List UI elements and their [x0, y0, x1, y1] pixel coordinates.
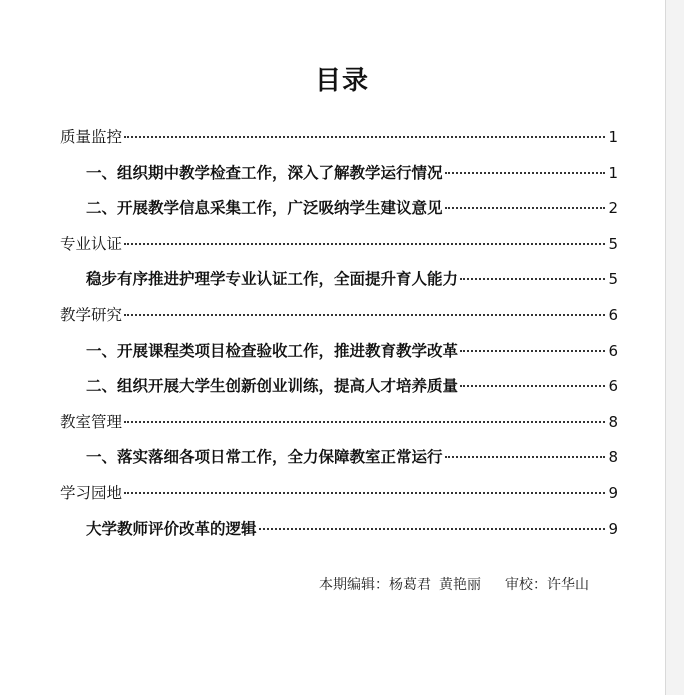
toc-entry-teaching-research[interactable]	[60, 298, 618, 334]
toc-entry-innovation-training[interactable]	[60, 369, 618, 405]
toc-entry-label: 二、组织开展大学生创新创业训练，提高人才培养质量	[86, 377, 459, 396]
toc-entry-course-projects[interactable]	[60, 334, 618, 370]
toc-entry-midterm-inspection[interactable]	[60, 156, 618, 192]
toc-entry-daily-operations[interactable]	[60, 440, 618, 476]
toc-dot-leader	[124, 480, 605, 494]
toc-page-number: 8	[608, 448, 618, 467]
toc-entry-quality-monitoring[interactable]	[60, 120, 618, 156]
table-of-contents	[60, 120, 618, 547]
toc-page-number: 5	[608, 234, 618, 253]
page-title: 目录	[314, 66, 369, 96]
toc-entry-nursing-accreditation[interactable]	[60, 262, 618, 298]
toc-entry-label: 质量监控	[60, 128, 123, 146]
toc-page-number: 5	[608, 270, 618, 289]
toc-page-number: 8	[608, 412, 618, 431]
toc-dot-leader	[124, 409, 605, 423]
toc-dot-leader	[460, 266, 605, 280]
toc-page-number: 9	[608, 519, 618, 538]
toc-entry-classroom-management[interactable]	[60, 405, 618, 441]
reviewer-name: 许华山	[547, 577, 589, 593]
toc-entry-label: 专业认证	[60, 234, 123, 253]
toc-entry-label: 一、组织期中教学检查工作，深入了解教学运行情况	[86, 163, 443, 182]
toc-page-number: 1	[608, 163, 618, 182]
toc-page-number: 6	[608, 305, 618, 324]
editorial-credits	[319, 574, 589, 594]
toc-entry-label: 教学研究	[60, 305, 123, 324]
editor-name: 杨葛君	[389, 577, 431, 593]
toc-page-number: 6	[608, 377, 618, 396]
toc-entry-label: 大学教师评价改革的逻辑	[86, 519, 257, 538]
toc-entry-label: 稳步有序推进护理学专业认证工作，全面提升育人能力	[86, 270, 459, 289]
page-edge-shadow	[665, 0, 684, 695]
toc-entry-label: 教室管理	[60, 412, 123, 431]
reviewer-label: 审校：	[505, 577, 547, 593]
editor-name: 黄艳丽	[439, 577, 481, 593]
toc-dot-leader	[124, 231, 605, 245]
toc-dot-leader	[124, 124, 605, 138]
toc-entry-label: 一、开展课程类项目检查验收工作，推进教育教学改革	[86, 341, 459, 360]
toc-dot-leader	[124, 302, 605, 316]
toc-entry-label: 二、开展教学信息采集工作，广泛吸纳学生建议意见	[86, 199, 443, 218]
toc-dot-leader	[460, 373, 605, 387]
toc-entry-evaluation-reform[interactable]	[60, 512, 618, 548]
toc-dot-leader	[445, 160, 606, 174]
toc-dot-leader	[259, 516, 606, 530]
toc-page-number: 6	[608, 341, 618, 360]
toc-dot-leader	[445, 195, 606, 209]
toc-page-number: 1	[608, 128, 618, 146]
editors-label: 本期编辑：	[319, 577, 389, 593]
toc-page-number: 9	[608, 483, 618, 502]
toc-entry-learning-garden[interactable]	[60, 476, 618, 512]
toc-dot-leader	[460, 338, 605, 352]
toc-dot-leader	[445, 444, 606, 458]
toc-entry-label: 一、落实落细各项日常工作，全力保障教室正常运行	[86, 448, 443, 467]
toc-page-number: 2	[608, 199, 618, 218]
toc-entry-label: 学习园地	[60, 483, 123, 502]
toc-entry-accreditation[interactable]	[60, 227, 618, 263]
toc-entry-info-collection[interactable]	[60, 191, 618, 227]
